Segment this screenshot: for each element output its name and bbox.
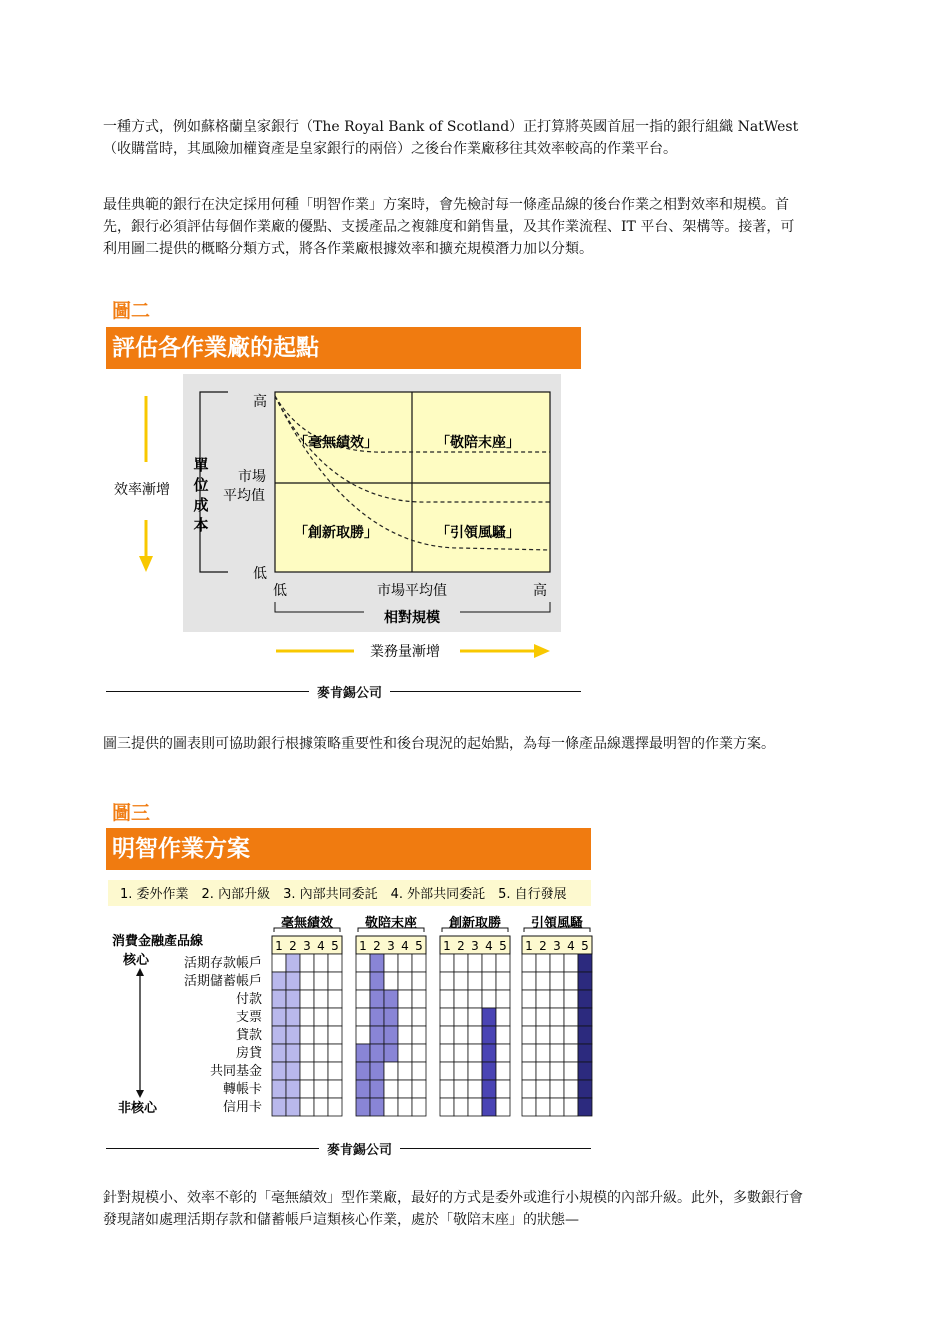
y-mid-label-line1: 市場 bbox=[238, 469, 266, 485]
grid-cell bbox=[468, 1098, 482, 1116]
grid-cell bbox=[328, 1026, 342, 1044]
grid-cell bbox=[522, 1026, 536, 1044]
grid-cell bbox=[454, 990, 468, 1008]
paragraph-1: 一種方式，例如蘇格蘭皇家銀行（The Royal Bank of Scotland）正打算將英國首屈一指的銀行組織 NatWest（收購當時，其風險加權資產是皇家銀行的兩倍）之後台作業廠移往其效率較高的作業平台。 bbox=[103, 119, 799, 157]
product-label: 貸款 bbox=[235, 1028, 262, 1043]
grid-cell bbox=[468, 1044, 482, 1062]
grid-cell bbox=[440, 1044, 454, 1062]
noncore-label: 非核心 bbox=[118, 1101, 158, 1116]
column-number: 1 bbox=[275, 939, 283, 953]
grid-cell bbox=[578, 1098, 592, 1116]
down-arrow-icon bbox=[139, 556, 153, 572]
grid-cell bbox=[272, 1044, 286, 1062]
grid-cell bbox=[356, 954, 370, 972]
grid-cell bbox=[536, 1062, 550, 1080]
grid-cell bbox=[384, 954, 398, 972]
grid-cell bbox=[454, 1098, 468, 1116]
grid-cell bbox=[398, 990, 412, 1008]
grid-cell bbox=[564, 1026, 578, 1044]
grid-cell bbox=[328, 990, 342, 1008]
grid-cell bbox=[328, 1044, 342, 1062]
grid-cell bbox=[454, 1026, 468, 1044]
figure2-source: 麥肯錫公司 bbox=[309, 682, 390, 701]
product-label: 信用卡 bbox=[222, 1100, 262, 1115]
grid-cell bbox=[496, 1062, 510, 1080]
grid-cell bbox=[286, 954, 300, 972]
grid-cell bbox=[370, 1062, 384, 1080]
grid-cell bbox=[454, 972, 468, 990]
grid-cell bbox=[550, 1080, 564, 1098]
grid-cell bbox=[550, 972, 564, 990]
grid-cell bbox=[578, 972, 592, 990]
grid-cell bbox=[314, 990, 328, 1008]
grid-cell bbox=[272, 1026, 286, 1044]
column-number: 5 bbox=[415, 939, 423, 953]
grid-cell bbox=[300, 1008, 314, 1026]
column-number: 4 bbox=[317, 939, 325, 953]
grid-cell bbox=[356, 1080, 370, 1098]
x-low-label: 低 bbox=[273, 583, 287, 599]
grid-cell bbox=[578, 954, 592, 972]
grid-cell bbox=[286, 1008, 300, 1026]
grid-cell bbox=[412, 954, 426, 972]
grid-cell bbox=[272, 990, 286, 1008]
grid-cell bbox=[398, 1026, 412, 1044]
grid-cell bbox=[550, 990, 564, 1008]
grid-cell bbox=[384, 1026, 398, 1044]
grid-cell bbox=[412, 1080, 426, 1098]
grid-cell bbox=[482, 972, 496, 990]
grid-cell bbox=[550, 1098, 564, 1116]
grid-cell bbox=[496, 972, 510, 990]
grid-cell bbox=[468, 1080, 482, 1098]
core-label: 核心 bbox=[123, 953, 150, 968]
column-number: 2 bbox=[457, 939, 465, 953]
grid-cell bbox=[412, 972, 426, 990]
column-number: 4 bbox=[485, 939, 493, 953]
grid-cell bbox=[578, 1080, 592, 1098]
y-mid-label-line2: 平均值 bbox=[223, 488, 265, 504]
figure2-matrix bbox=[100, 370, 580, 670]
grid-cell bbox=[454, 1062, 468, 1080]
grid-cell bbox=[468, 1062, 482, 1080]
column-number: 5 bbox=[499, 939, 507, 953]
product-label: 付款 bbox=[235, 992, 262, 1007]
right-arrow-icon bbox=[534, 644, 550, 658]
product-label: 共同基金 bbox=[209, 1064, 262, 1079]
y-high-label: 高 bbox=[253, 394, 267, 410]
column-number: 4 bbox=[401, 939, 409, 953]
column-number: 3 bbox=[387, 939, 395, 953]
grid-cell bbox=[536, 972, 550, 990]
grid-cell bbox=[384, 1080, 398, 1098]
grid-cell bbox=[578, 1026, 592, 1044]
grid-cell bbox=[370, 1098, 384, 1116]
quadrant-bottom-left: 「創新取勝」 bbox=[294, 525, 378, 541]
grid-cell bbox=[412, 1098, 426, 1116]
grid-cell bbox=[314, 1026, 328, 1044]
grid-cell bbox=[398, 954, 412, 972]
column-number: 2 bbox=[289, 939, 297, 953]
grid-cell bbox=[564, 990, 578, 1008]
volume-label: 業務量漸增 bbox=[370, 644, 440, 660]
grid-cell bbox=[550, 954, 564, 972]
product-label: 活期儲蓄帳戶 bbox=[183, 974, 262, 989]
grid-cell bbox=[314, 972, 328, 990]
column-number: 3 bbox=[553, 939, 561, 953]
product-label: 活期存款帳戶 bbox=[183, 956, 262, 971]
grid-cell bbox=[314, 1080, 328, 1098]
column-number: 1 bbox=[359, 939, 367, 953]
grid-cell bbox=[522, 972, 536, 990]
grid-cell bbox=[564, 1080, 578, 1098]
grid-cell bbox=[286, 990, 300, 1008]
grid-cell bbox=[578, 1008, 592, 1026]
grid-cell bbox=[536, 1044, 550, 1062]
svg-text:成: 成 bbox=[193, 496, 209, 514]
grid-cell bbox=[370, 954, 384, 972]
grid-cell bbox=[300, 1044, 314, 1062]
grid-cell bbox=[328, 1008, 342, 1026]
grid-cell bbox=[328, 1080, 342, 1098]
grid-cell bbox=[550, 1044, 564, 1062]
quadrant-top-left: 「毫無績效」 bbox=[294, 435, 378, 451]
grid-cell bbox=[286, 1080, 300, 1098]
grid-cell bbox=[468, 1026, 482, 1044]
grid-cell bbox=[272, 954, 286, 972]
grid-cell bbox=[286, 972, 300, 990]
grid-cell bbox=[384, 1062, 398, 1080]
grid-cell bbox=[398, 1098, 412, 1116]
grid-cell bbox=[398, 1044, 412, 1062]
grid-cell bbox=[536, 1026, 550, 1044]
grid-cell bbox=[522, 1080, 536, 1098]
group-title: 引領風騷 bbox=[530, 916, 584, 931]
grid-cell bbox=[482, 1026, 496, 1044]
x-high-label: 高 bbox=[533, 583, 547, 599]
grid-cell bbox=[564, 954, 578, 972]
grid-cell bbox=[314, 954, 328, 972]
column-number: 1 bbox=[525, 939, 533, 953]
grid-cell bbox=[370, 990, 384, 1008]
column-number: 5 bbox=[581, 939, 589, 953]
grid-cell bbox=[356, 1026, 370, 1044]
grid-cell bbox=[314, 1044, 328, 1062]
quadrant-top-right: 「敬陪末座」 bbox=[436, 435, 520, 451]
grid-cell bbox=[356, 972, 370, 990]
grid-cell bbox=[300, 990, 314, 1008]
y-axis-title-char: 單 bbox=[193, 456, 209, 474]
grid-cell bbox=[286, 1098, 300, 1116]
grid-cell bbox=[300, 1026, 314, 1044]
grid-cell bbox=[328, 1062, 342, 1080]
grid-cell bbox=[440, 1080, 454, 1098]
grid-cell bbox=[564, 1098, 578, 1116]
group-title: 敬陪末座 bbox=[364, 916, 418, 931]
grid-cell bbox=[522, 1062, 536, 1080]
grid-cell bbox=[550, 1062, 564, 1080]
grid-cell bbox=[370, 1080, 384, 1098]
grid-cell bbox=[496, 1080, 510, 1098]
grid-cell bbox=[578, 990, 592, 1008]
column-number: 1 bbox=[443, 939, 451, 953]
grid-cell bbox=[328, 1098, 342, 1116]
grid-cell bbox=[496, 954, 510, 972]
grid-cell bbox=[496, 1026, 510, 1044]
svg-text:位: 位 bbox=[193, 476, 209, 494]
grid-cell bbox=[496, 1008, 510, 1026]
column-number: 5 bbox=[331, 939, 339, 953]
grid-cell bbox=[384, 972, 398, 990]
grid-cell bbox=[454, 1008, 468, 1026]
grid-cell bbox=[468, 972, 482, 990]
column-number: 3 bbox=[303, 939, 311, 953]
grid-cell bbox=[272, 1098, 286, 1116]
grid-cell bbox=[328, 972, 342, 990]
figure2-label: 圖二 bbox=[112, 300, 151, 322]
grid-cell bbox=[482, 1044, 496, 1062]
column-number: 2 bbox=[373, 939, 381, 953]
column-number: 2 bbox=[539, 939, 547, 953]
grid-cell bbox=[522, 1098, 536, 1116]
grid-cell bbox=[482, 990, 496, 1008]
grid-cell bbox=[300, 1098, 314, 1116]
grid-cell bbox=[384, 1098, 398, 1116]
grid-cell bbox=[356, 1044, 370, 1062]
figure3-title: 明智作業方案 bbox=[106, 828, 591, 870]
grid-cell bbox=[496, 1098, 510, 1116]
grid-cell bbox=[564, 1044, 578, 1062]
grid-cell bbox=[314, 1062, 328, 1080]
grid-cell bbox=[356, 990, 370, 1008]
grid-cell bbox=[536, 1098, 550, 1116]
product-label: 轉帳卡 bbox=[222, 1082, 262, 1097]
product-label: 支票 bbox=[235, 1010, 262, 1025]
grid-cell bbox=[522, 990, 536, 1008]
quadrant-bottom-right: 「引領風騷」 bbox=[436, 525, 520, 541]
grid-cell bbox=[578, 1062, 592, 1080]
x-mid-label: 市場平均值 bbox=[377, 583, 447, 599]
grid-cell bbox=[300, 1080, 314, 1098]
svg-text:本: 本 bbox=[193, 516, 209, 534]
grid-cell bbox=[272, 1080, 286, 1098]
grid-cell bbox=[384, 990, 398, 1008]
grid-cell bbox=[272, 1062, 286, 1080]
grid-cell bbox=[412, 1026, 426, 1044]
grid-cell bbox=[536, 1008, 550, 1026]
row-header: 消費金融產品線 bbox=[112, 934, 204, 949]
grid-cell bbox=[300, 954, 314, 972]
grid-cell bbox=[314, 1008, 328, 1026]
grid-cell bbox=[522, 1044, 536, 1062]
grid-cell bbox=[286, 1026, 300, 1044]
grid-cell bbox=[454, 1080, 468, 1098]
product-label: 房貸 bbox=[235, 1046, 262, 1061]
grid-cell bbox=[564, 1008, 578, 1026]
options-text: 1. 委外作業 2. 內部升級 3. 內部共同委託 4. 外部共同委託 5. 自行發展 bbox=[120, 887, 567, 902]
grid-cell bbox=[536, 990, 550, 1008]
grid-cell bbox=[384, 1008, 398, 1026]
grid-cell bbox=[440, 1062, 454, 1080]
grid-cell bbox=[272, 1008, 286, 1026]
grid-cell bbox=[440, 990, 454, 1008]
figure3-grid bbox=[100, 876, 600, 1126]
grid-cell bbox=[468, 990, 482, 1008]
paragraph-3: 圖三提供的圖表則可協助銀行根據策略重要性和後台現況的起始點，為每一條產品線選擇最明智的作業方案。 bbox=[103, 736, 775, 752]
grid-cell bbox=[384, 1044, 398, 1062]
grid-cell bbox=[468, 954, 482, 972]
grid-cell bbox=[356, 1098, 370, 1116]
grid-cell bbox=[536, 1080, 550, 1098]
grid-cell bbox=[550, 1008, 564, 1026]
grid-cell bbox=[356, 1008, 370, 1026]
grid-cell bbox=[286, 1062, 300, 1080]
grid-cell bbox=[300, 1062, 314, 1080]
grid-cell bbox=[370, 1026, 384, 1044]
figure3-source: 麥肯錫公司 bbox=[319, 1139, 400, 1158]
grid-cell bbox=[564, 972, 578, 990]
grid-cell bbox=[398, 972, 412, 990]
column-number: 4 bbox=[567, 939, 575, 953]
grid-cell bbox=[412, 1062, 426, 1080]
grid-cell bbox=[522, 954, 536, 972]
grid-cell bbox=[454, 954, 468, 972]
grid-cell bbox=[522, 1008, 536, 1026]
paragraph-4: 針對規模小、效率不彰的「毫無績效」型作業廠，最好的方式是委外或進行小規模的內部升級。此外，多數銀行會發現諸如處理活期存款和儲蓄帳戶這類核心作業，處於「敬陪末座」的狀態— bbox=[103, 1190, 803, 1228]
grid-cell bbox=[578, 1044, 592, 1062]
grid-cell bbox=[550, 1026, 564, 1044]
group-title: 毫無績效 bbox=[280, 916, 334, 931]
efficiency-label: 效率漸增 bbox=[114, 482, 170, 498]
figure3-label: 圖三 bbox=[112, 802, 151, 824]
grid-cell bbox=[482, 1098, 496, 1116]
grid-cell bbox=[440, 954, 454, 972]
grid-cell bbox=[496, 1044, 510, 1062]
paragraph-2: 最佳典範的銀行在決定採用何種「明智作業」方案時，會先檢討每一條產品線的後台作業之相對效率和規模。首先，銀行必須評估每個作業廠的優點、支援產品之複雜度和銷售量，及其作業流程、IT 平台、架構等。接著，可利用圖二提供的概略分類方式，將各作業廠根據效率和擴充規模潛力加以分類。 bbox=[103, 197, 795, 257]
column-number: 3 bbox=[471, 939, 479, 953]
grid-cell bbox=[440, 1026, 454, 1044]
grid-cell bbox=[454, 1044, 468, 1062]
x-axis-title: 相對規模 bbox=[384, 610, 440, 626]
grid-cell bbox=[328, 954, 342, 972]
grid-cell bbox=[440, 1098, 454, 1116]
grid-cell bbox=[412, 1008, 426, 1026]
grid-cell bbox=[370, 1008, 384, 1026]
grid-cell bbox=[564, 1062, 578, 1080]
grid-cell bbox=[536, 954, 550, 972]
grid-cell bbox=[272, 972, 286, 990]
grid-cell bbox=[468, 1008, 482, 1026]
grid-cell bbox=[482, 1008, 496, 1026]
grid-cell bbox=[482, 1062, 496, 1080]
grid-cell bbox=[356, 1062, 370, 1080]
grid-cell bbox=[496, 990, 510, 1008]
grid-cell bbox=[370, 1044, 384, 1062]
grid-cell bbox=[398, 1080, 412, 1098]
figure2-title: 評估各作業廠的起點 bbox=[106, 327, 581, 369]
grid-cell bbox=[440, 1008, 454, 1026]
grid-cell bbox=[398, 1062, 412, 1080]
grid-cell bbox=[300, 972, 314, 990]
grid-cell bbox=[482, 1080, 496, 1098]
grid-cell bbox=[314, 1098, 328, 1116]
grid-cell bbox=[286, 1044, 300, 1062]
grid-cell bbox=[482, 954, 496, 972]
group-title: 創新取勝 bbox=[448, 916, 502, 931]
grid-cell bbox=[440, 972, 454, 990]
grid-cell bbox=[370, 972, 384, 990]
grid-cell bbox=[412, 1044, 426, 1062]
grid-cell bbox=[412, 990, 426, 1008]
y-low-label: 低 bbox=[253, 566, 267, 582]
grid-cell bbox=[398, 1008, 412, 1026]
